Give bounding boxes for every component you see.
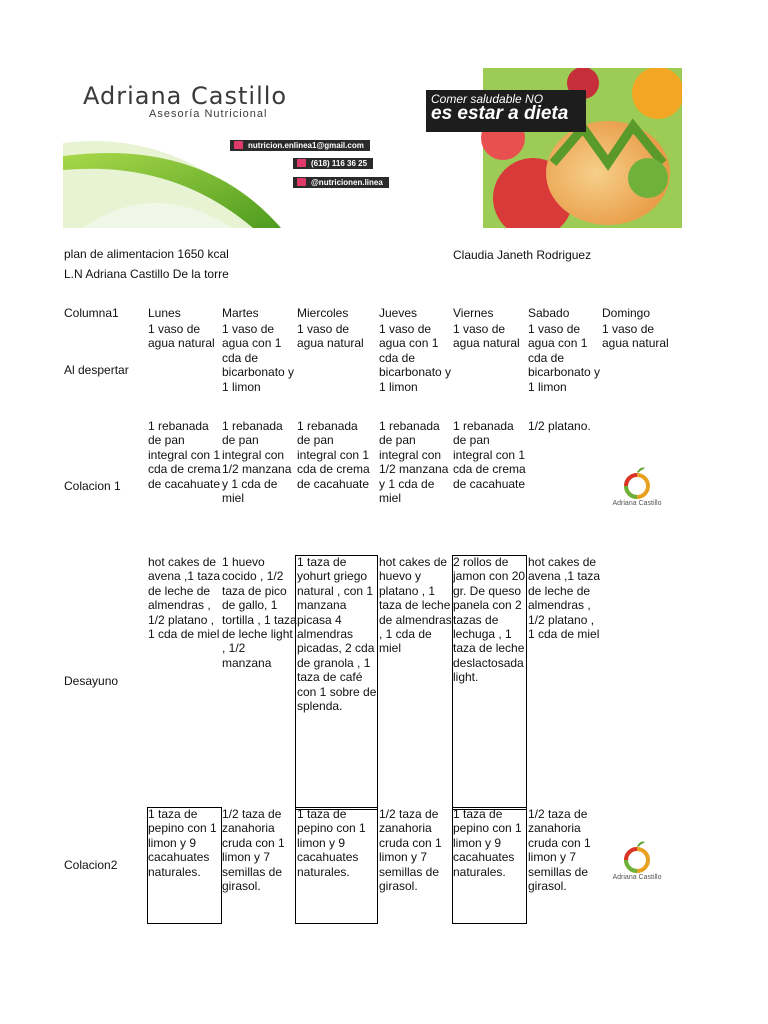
meal-cell: 1 rebanada de pan integral con 1 cda de crema de cacahuate [297, 419, 370, 491]
meal-cell: 1 vaso de agua natural [148, 322, 215, 351]
day-header: Martes [222, 306, 259, 320]
meal-cell: 1 vaso de agua natural [453, 322, 520, 351]
meal-cell: hot cakes de avena ,1 taza de leche de almendras , 1/2 platano , 1 cda de miel [148, 555, 221, 642]
day-header: Domingo [602, 306, 651, 320]
brand-subtitle: Asesoría Nutricional [149, 108, 268, 120]
social-text: @nutricionen.linea [311, 178, 383, 187]
meal-cell: 1 rebanada de pan integral con 1/2 manzana y 1 cda de miel [222, 419, 292, 506]
meal-cell: 1 vaso de agua natural [602, 322, 669, 351]
meal-cell: hot cakes de avena ,1 taza de leche de almendras , 1/2 platano , 1 cda de miel [528, 555, 601, 642]
plan-title: plan de alimentacion 1650 kcal [64, 247, 229, 261]
meal-cell: 1/2 taza de zanahoria cruda con 1 limon y 7 semillas de girasol. [379, 807, 442, 894]
meal-cell: 1 taza de pepino con 1 limon y 9 cacahuates naturales. [148, 807, 217, 879]
meal-cell: 2 rollos de jamon con 20 gr. De queso panela con 2 tazas de lechuga , 1 taza de leche deslactosada light. [453, 555, 526, 685]
row-label: Colacion 1 [64, 479, 121, 493]
contact-email [230, 140, 370, 151]
instagram-icon [297, 178, 306, 186]
email-icon [234, 141, 243, 149]
meal-cell: 1 rebanada de pan integral con 1 cda de crema de cacahuate [453, 419, 526, 491]
phone-icon [297, 159, 306, 167]
meal-cell: 1 vaso de agua con 1 cda de bicarbonato y 1 limon [528, 322, 601, 394]
slogan-line-2: es estar a dieta [431, 103, 569, 124]
brand-logo [607, 464, 667, 514]
email-text: nutricion.enlinea1@gmail.com [248, 141, 364, 150]
meal-cell: 1 taza de yohurt griego natural , con 1 manzana picasa 4 almendras picadas, 2 cda de granola , 1 taza de café con 1 sobre de splenda. [297, 555, 377, 714]
row-label: Al despertar [64, 363, 129, 377]
meal-cell: 1/2 taza de zanahoria cruda con 1 limon y 7 semillas de girasol. [528, 807, 591, 894]
meal-cell: 1 vaso de agua natural [297, 322, 364, 351]
row-label: Desayuno [64, 674, 119, 688]
meal-cell: 1 vaso de agua con 1 cda de bicarbonato y 1 limon [222, 322, 295, 394]
table-corner-header: Columna1 [64, 306, 119, 320]
meal-cell: 1 huevo cocido , 1/2 taza de pico de gallo, 1 tortilla , 1 taza de leche light , 1/2 manzana [222, 555, 297, 670]
logo-text: Adriana Castillo [612, 874, 662, 881]
patient-name: Claudia Janeth Rodriguez [453, 248, 592, 262]
meal-cell: 1/2 platano. [528, 419, 591, 433]
meal-cell: 1 vaso de agua con 1 cda de bicarbonato y 1 limon [379, 322, 452, 394]
day-header: Sabado [528, 306, 570, 320]
author-name: L.N Adriana Castillo De la torre [64, 267, 229, 281]
header-banner [63, 68, 682, 228]
logo-text: Adriana Castillo [612, 500, 662, 507]
brand-name: Adriana Castillo [83, 82, 288, 110]
contact-social [293, 177, 389, 188]
meal-cell: 1 taza de pepino con 1 limon y 9 cacahuates naturales. [297, 807, 366, 879]
meal-cell: hot cakes de huevo y platano , 1 taza de leche de almendras , 1 cda de miel [379, 555, 452, 656]
day-header: Jueves [379, 306, 418, 320]
meal-cell: 1 taza de pepino con 1 limon y 9 cacahuates naturales. [453, 807, 522, 879]
meal-cell: 1/2 taza de zanahoria cruda con 1 limon y 7 semillas de girasol. [222, 807, 285, 894]
phone-text: (618) 116 36 25 [311, 159, 368, 168]
meal-cell: 1 rebanada de pan integral con 1/2 manzana y 1 cda de miel [379, 419, 449, 506]
row-label: Colacion2 [64, 858, 118, 872]
slogan-line-1: Comer saludable NO [431, 92, 544, 106]
brand-logo [607, 838, 667, 888]
meal-cell: 1 rebanada de pan integral con 1 cda de crema de cacahuate [148, 419, 221, 491]
day-header: Viernes [453, 306, 494, 320]
contact-phone [293, 158, 373, 169]
day-header: Lunes [148, 306, 181, 320]
day-header: Miercoles [297, 306, 349, 320]
